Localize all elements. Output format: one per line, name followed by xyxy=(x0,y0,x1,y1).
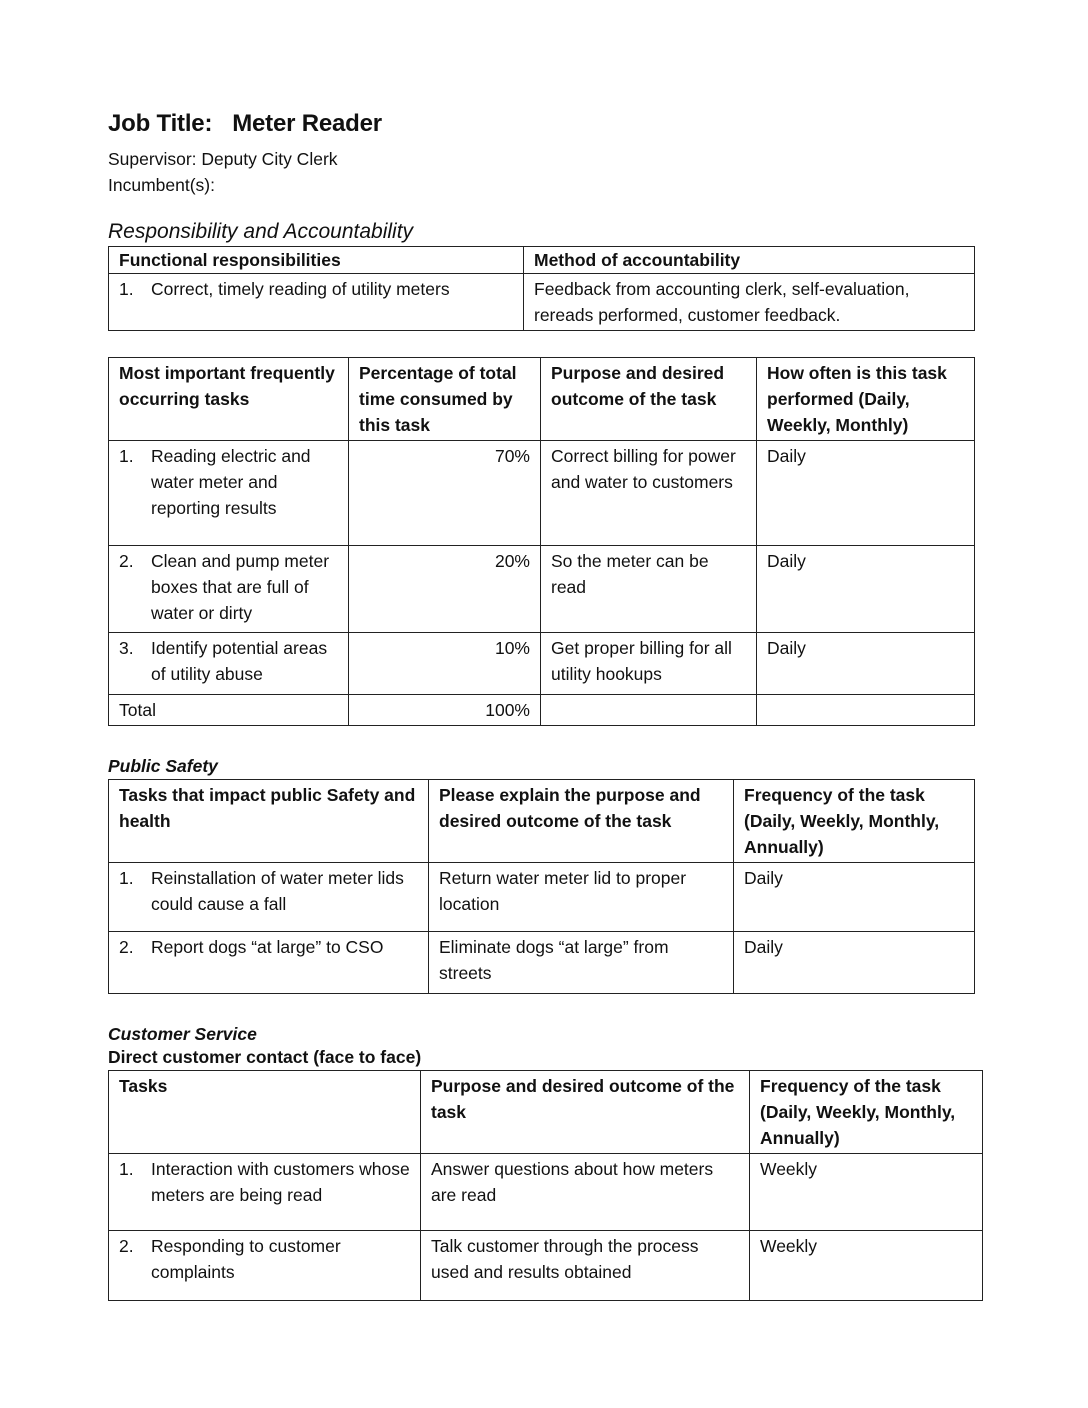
public-safety-heading: Public Safety xyxy=(108,756,218,776)
item-number: 1. xyxy=(119,279,134,299)
item-text: Responding to customer complaints xyxy=(151,1236,341,1282)
table-cell xyxy=(109,932,429,994)
column-header: Tasks xyxy=(109,1071,421,1154)
item-text: Interaction with customers whose meters are being read xyxy=(151,1159,410,1205)
table-row xyxy=(109,932,975,994)
table-cell: Talk customer through the process used and results obtained xyxy=(421,1231,750,1301)
responsibility-heading: Responsibility and Accountability xyxy=(108,220,414,243)
table-row xyxy=(109,863,975,932)
table-cell xyxy=(109,1231,421,1301)
item-text: Reading electric and water meter and reporting results xyxy=(151,446,311,518)
column-header: Percentage of total time consumed by this task xyxy=(349,358,541,441)
column-header: Frequency of the task (Daily, Weekly, Monthly, Annually) xyxy=(734,780,975,863)
table-header-row xyxy=(109,1071,983,1154)
item-text: Correct, timely reading of utility meters xyxy=(151,279,450,299)
table-cell: 20% xyxy=(349,546,541,633)
table-cell xyxy=(109,863,429,932)
column-header: Functional responsibilities xyxy=(109,247,524,274)
table-row xyxy=(109,441,975,546)
table-cell: Answer questions about how meters are read xyxy=(421,1154,750,1231)
table-cell: 10% xyxy=(349,633,541,695)
total-percent: 100% xyxy=(349,695,541,726)
table-cell: 70% xyxy=(349,441,541,546)
table-cell: Get proper billing for all utility hookups xyxy=(541,633,757,695)
column-header: Most important frequently occurring tasks xyxy=(109,358,349,441)
document-page xyxy=(108,110,982,1301)
customer-service-subheading: Direct customer contact (face to face) xyxy=(108,1047,422,1067)
responsibility-table xyxy=(108,246,975,331)
total-row xyxy=(109,695,975,726)
table-row xyxy=(109,546,975,633)
column-header: How often is this task performed (Daily, Weekly, Monthly) xyxy=(757,358,975,441)
table-header-row xyxy=(109,780,975,863)
table-cell: Feedback from accounting clerk, self-evaluation, rereads performed, customer feedback. xyxy=(524,274,975,331)
table-header-row xyxy=(109,247,975,274)
item-number: 2. xyxy=(119,1236,134,1256)
table-cell xyxy=(109,546,349,633)
item-number: 2. xyxy=(119,551,134,571)
table-row xyxy=(109,274,975,331)
table-header-row xyxy=(109,358,975,441)
tasks-table xyxy=(108,357,975,726)
column-header: Purpose and desired outcome of the task xyxy=(541,358,757,441)
public-safety-table xyxy=(108,779,975,994)
table-row xyxy=(109,1154,983,1231)
table-cell: Weekly xyxy=(750,1231,983,1301)
job-title-label: Job Title: xyxy=(108,110,213,137)
column-header: Tasks that impact public Safety and health xyxy=(109,780,429,863)
customer-service-table xyxy=(108,1070,983,1301)
item-text: Report dogs “at large” to CSO xyxy=(151,937,384,957)
table-cell xyxy=(109,274,524,331)
item-number: 1. xyxy=(119,1159,134,1179)
customer-service-heading: Customer Service xyxy=(108,1024,257,1044)
column-header: Please explain the purpose and desired outcome of the task xyxy=(429,780,734,863)
item-number: 1. xyxy=(119,868,134,888)
table-cell xyxy=(757,695,975,726)
incumbents-line: Incumbent(s): xyxy=(108,175,215,195)
item-number: 1. xyxy=(119,446,134,466)
table-cell: So the meter can be read xyxy=(541,546,757,633)
job-title xyxy=(108,110,982,138)
table-cell: Eliminate dogs “at large” from streets xyxy=(429,932,734,994)
table-row xyxy=(109,633,975,695)
column-header: Purpose and desired outcome of the task xyxy=(421,1071,750,1154)
table-cell xyxy=(109,441,349,546)
table-cell: Daily xyxy=(734,932,975,994)
table-cell: Daily xyxy=(757,441,975,546)
item-number: 2. xyxy=(119,937,134,957)
item-text: Reinstallation of water meter lids could cause a fall xyxy=(151,868,404,914)
table-cell xyxy=(109,1154,421,1231)
table-row xyxy=(109,1231,983,1301)
table-cell: Correct billing for power and water to customers xyxy=(541,441,757,546)
job-title-value: Meter Reader xyxy=(232,110,382,137)
column-header: Frequency of the task (Daily, Weekly, Monthly, Annually) xyxy=(750,1071,983,1154)
table-cell: Daily xyxy=(734,863,975,932)
table-cell xyxy=(541,695,757,726)
table-cell: Return water meter lid to proper location xyxy=(429,863,734,932)
total-label: Total xyxy=(109,695,349,726)
table-cell xyxy=(109,633,349,695)
item-number: 3. xyxy=(119,638,134,658)
supervisor-line: Supervisor: Deputy City Clerk xyxy=(108,149,338,169)
column-header: Method of accountability xyxy=(524,247,975,274)
table-cell: Daily xyxy=(757,546,975,633)
item-text: Identify potential areas of utility abuse xyxy=(151,638,328,684)
table-cell: Weekly xyxy=(750,1154,983,1231)
table-cell: Daily xyxy=(757,633,975,695)
item-text: Clean and pump meter boxes that are full of water or dirty xyxy=(151,551,330,623)
